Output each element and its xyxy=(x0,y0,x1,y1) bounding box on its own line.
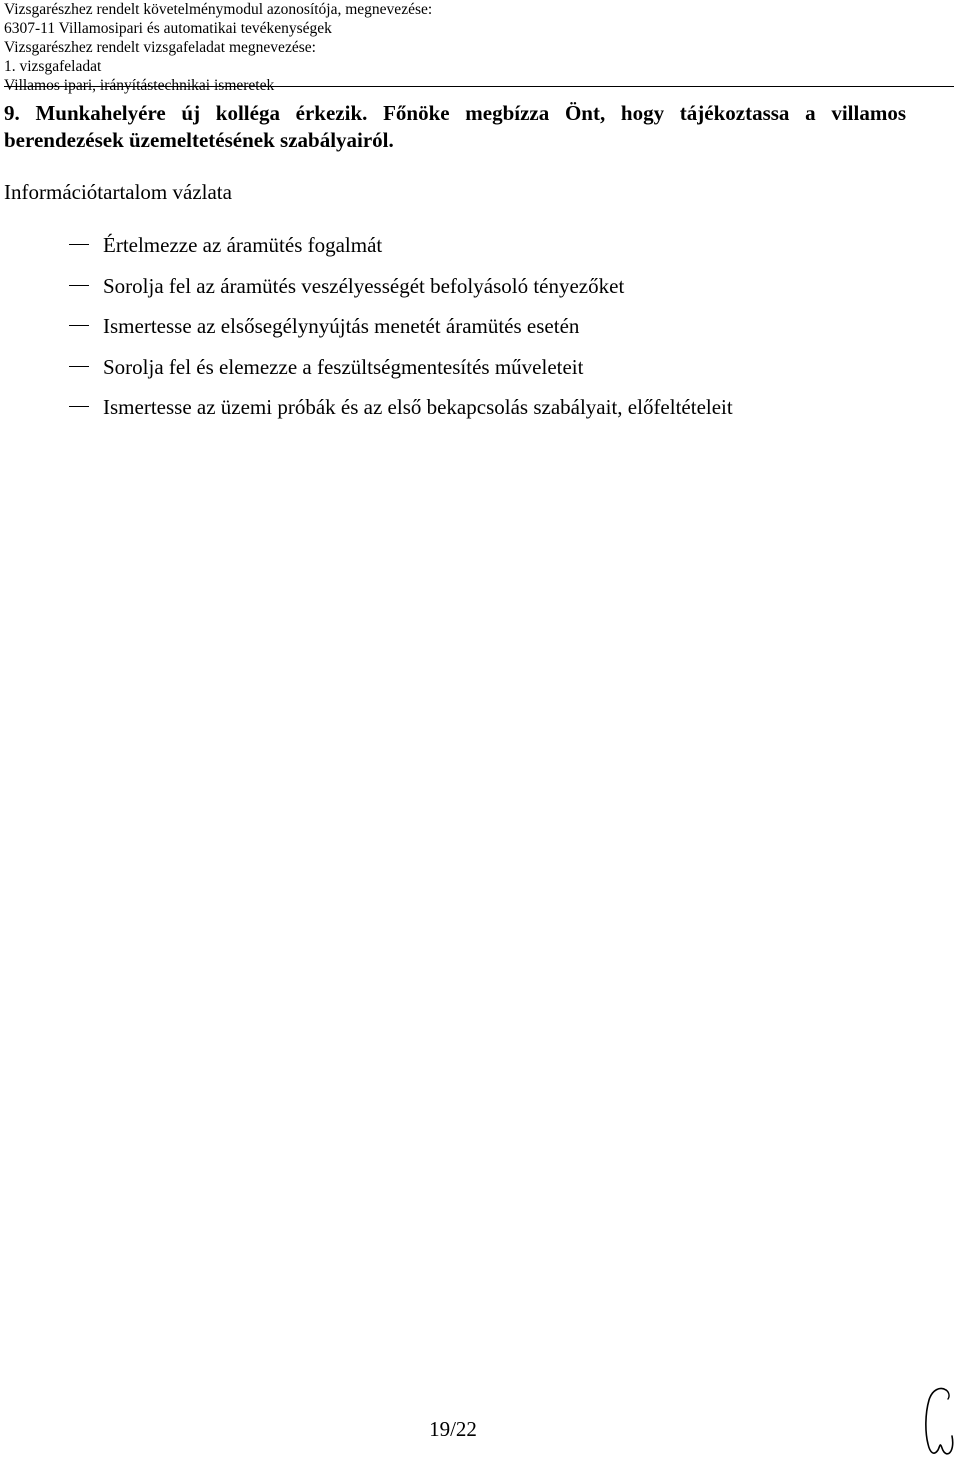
dash-bullet-icon xyxy=(69,406,89,407)
task-title: 9. Munkahelyére új kolléga érkezik. Főnöke megbízza Önt, hogy tájékoztassa a villamos berendezések üzemeltetésének szabályairól. xyxy=(4,101,906,152)
outline-item-text: Sorolja fel és elemezze a feszültségmentesítés műveleteit xyxy=(103,354,584,379)
handwritten-signature xyxy=(918,1384,958,1460)
header-task-label: Vizsgarészhez rendelt vizsgafeladat megnevezése: xyxy=(4,39,316,56)
header-task-number: 1. vizsgafeladat xyxy=(4,58,102,75)
header-module-label: Vizsgarészhez rendelt követelménymodul azonosítója, megnevezése: xyxy=(4,1,433,18)
dash-bullet-icon xyxy=(69,285,89,286)
dash-bullet-icon xyxy=(69,366,89,367)
header-module-name: 6307-11 Villamosipari és automatikai tevékenységek xyxy=(4,20,332,37)
outline-item-text: Ismertesse az üzemi próbák és az első bekapcsolás szabályait, előfeltételeit xyxy=(103,395,733,419)
page-number: 19/22 xyxy=(429,1417,477,1441)
outline-item-text: Értelmezze az áramütés fogalmát xyxy=(103,233,383,257)
header-task-name: Villamos ipari, irányítástechnikai ismeretek xyxy=(4,77,275,94)
dash-bullet-icon xyxy=(69,325,89,326)
outline-item-text: Sorolja fel az áramütés veszélyességét befolyásoló tényezőket xyxy=(103,273,625,298)
header-divider xyxy=(4,86,954,87)
dash-bullet-icon xyxy=(69,244,89,245)
outline-item-text: Ismertesse az elsősegélynyújtás menetét áramütés esetén xyxy=(103,314,580,338)
outline-heading: Információtartalom vázlata xyxy=(4,180,232,204)
document-header xyxy=(4,0,954,95)
